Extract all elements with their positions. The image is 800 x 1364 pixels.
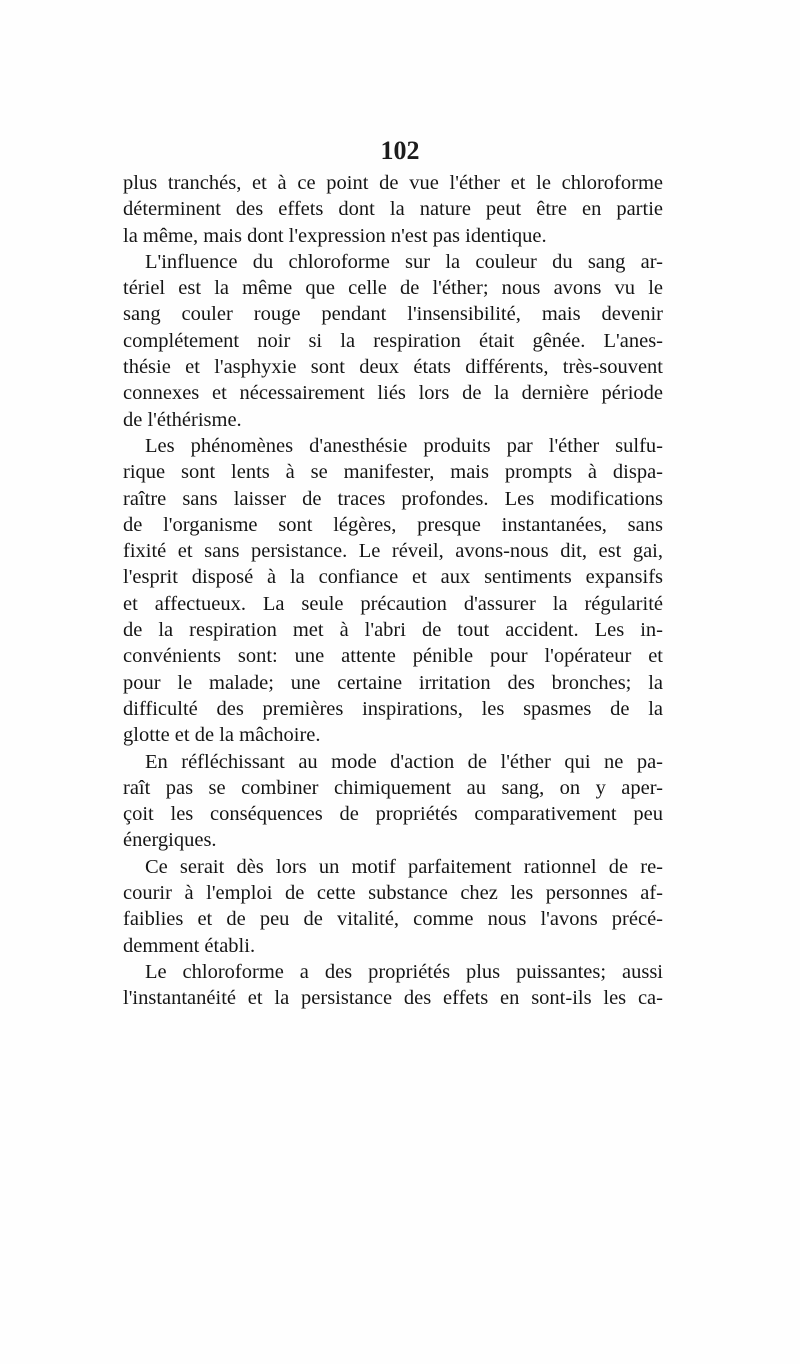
text-line: la même, mais dont l'expression n'est pas identique. [123, 224, 547, 247]
text-line: de l'éthérisme. [123, 408, 242, 431]
text-line: pour le malade; une certaine irritation des bronches; la [123, 671, 663, 694]
text-line: çoit les conséquences de propriétés comparativement peu [123, 803, 663, 826]
text-line: fixité et sans persistance. Le réveil, avons-nous dit, est gai, [123, 540, 663, 563]
text-line: En réfléchissant au mode d'action de l'éther qui ne pa- [145, 750, 663, 773]
body-text [123, 170, 663, 1012]
text-line: faiblies et de peu de vitalité, comme nous l'avons précé- [123, 908, 663, 931]
text-line: difficulté des premières inspirations, les spasmes de la [123, 697, 663, 720]
page-number: 102 [380, 136, 420, 165]
text-line: l'instantanéité et la persistance des effets en sont-ils les ca- [123, 987, 663, 1010]
text-line: rique sont lents à se manifester, mais prompts à dispa- [123, 461, 663, 484]
text-line: Les phénomènes d'anesthésie produits par l'éther sulfu- [145, 434, 663, 457]
text-line: l'esprit disposé à la confiance et aux sentiments expansifs [123, 566, 663, 589]
text-line: courir à l'emploi de cette substance chez les personnes af- [123, 882, 663, 905]
text-line: demment établi. [123, 934, 256, 957]
text-line: raître sans laisser de traces profondes. Les modifications [123, 487, 663, 510]
text-line: convénients sont: une attente pénible pour l'opérateur et [123, 645, 663, 668]
text-line: L'influence du chloroforme sur la couleur du sang ar- [145, 250, 663, 273]
text-line: de la respiration met à l'abri de tout accident. Les in- [123, 619, 663, 642]
text-line: plus tranchés, et à ce point de vue l'éther et le chloroforme [123, 172, 663, 194]
text-line: Ce serait dès lors un motif parfaitement rationnel de re- [145, 855, 663, 878]
text-line: complétement noir si la respiration était gênée. L'anes- [123, 329, 663, 352]
text-line: connexes et nécessairement liés lors de la dernière période [123, 382, 663, 405]
text-line: de l'organisme sont légères, presque instantanées, sans [123, 513, 663, 536]
text-line: sang couler rouge pendant l'insensibilité, mais devenir [123, 303, 663, 326]
text-line: énergiques. [123, 829, 217, 852]
text-line: tériel est la même que celle de l'éther; nous avons vu le [123, 277, 663, 300]
text-line: glotte et de la mâchoire. [123, 724, 321, 747]
text-line: thésie et l'asphyxie sont deux états différents, très-souvent [123, 356, 663, 379]
text-line: Le chloroforme a des propriétés plus puissantes; aussi [145, 960, 663, 983]
text-line: déterminent des effets dont la nature peut être en partie [123, 198, 663, 221]
text-line: raît pas se combiner chimiquement au sang, on y aper- [123, 776, 663, 799]
text-line: et affectueux. La seule précaution d'assurer la régularité [123, 592, 663, 615]
